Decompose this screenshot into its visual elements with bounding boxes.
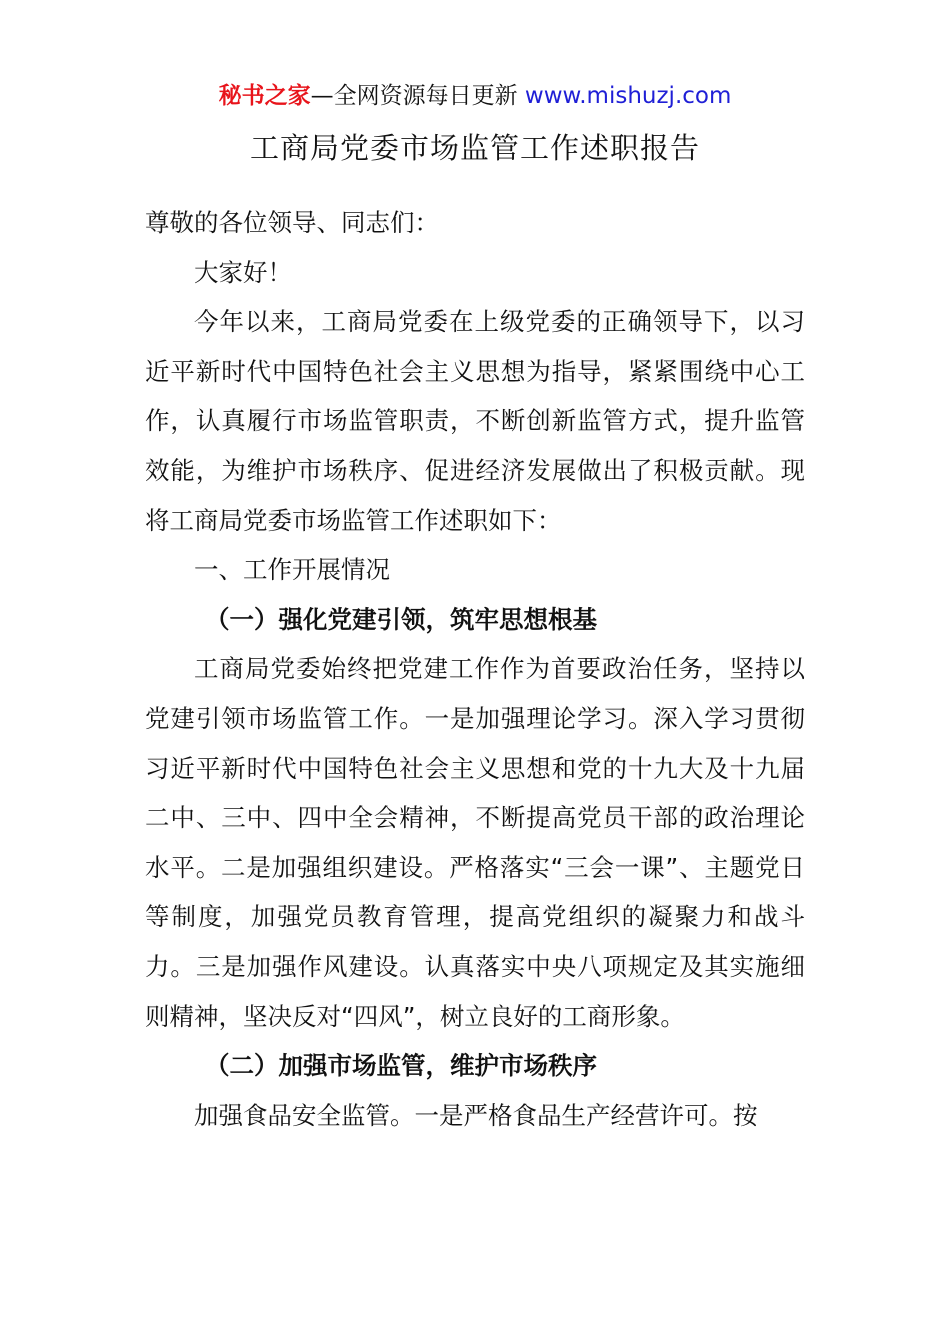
salutation: 尊敬的各位领导、同志们： — [145, 208, 439, 237]
site-header — [0, 80, 950, 112]
site-name: 秘书之家 — [218, 83, 311, 109]
intro-paragraph: 今年以来，工商局党委在上级党委的正确领导下，以习近平新时代中国特色社会主义思想为指导，紧紧围绕中心工作，认真履行市场监管职责，不断创新监管方式，提升监管效能，为维护市场秩序、促进经济发展做出了积极贡献。现将工商局党委市场监管工作述职如下： — [145, 307, 805, 535]
subsection-2-heading: （二）加强市场监管，维护市场秩序 — [205, 1051, 597, 1081]
site-url-link[interactable]: www.mishuzj.com — [524, 83, 732, 109]
subsection-2-paragraph: 加强食品安全监管。一是严格食品生产经营许可。按 — [194, 1100, 758, 1130]
document-title: 工商局党委市场监管工作述职报告 — [249, 131, 700, 165]
site-tagline: —全网资源每日更新 — [310, 83, 518, 109]
subsection-1-heading: （一）强化党建引领，筑牢思想根基 — [205, 604, 597, 634]
subsection-1-paragraph: 工商局党委始终把党建工作作为首要政治任务，坚持以党建引领市场监管工作。一是加强理论学习。深入学习贯彻习近平新时代中国特色社会主义思想和党的十九大及十九届二中、三中、四中全会精神，不断提高党员干部的政治理论水平。二是加强组织建设。严格落实“三会一课”、主题党日等制度，加强党员教育管理，提高党组织的凝聚力和战斗力。三是加强作风建设。认真落实中央八项规定及其实施细则精神，坚决反对“四风”，树立良好的工商形象。 — [145, 654, 805, 1031]
section-1-heading: 一、工作开展情况 — [194, 555, 390, 585]
greeting: 大家好！ — [194, 257, 292, 287]
document-body — [145, 198, 805, 1140]
